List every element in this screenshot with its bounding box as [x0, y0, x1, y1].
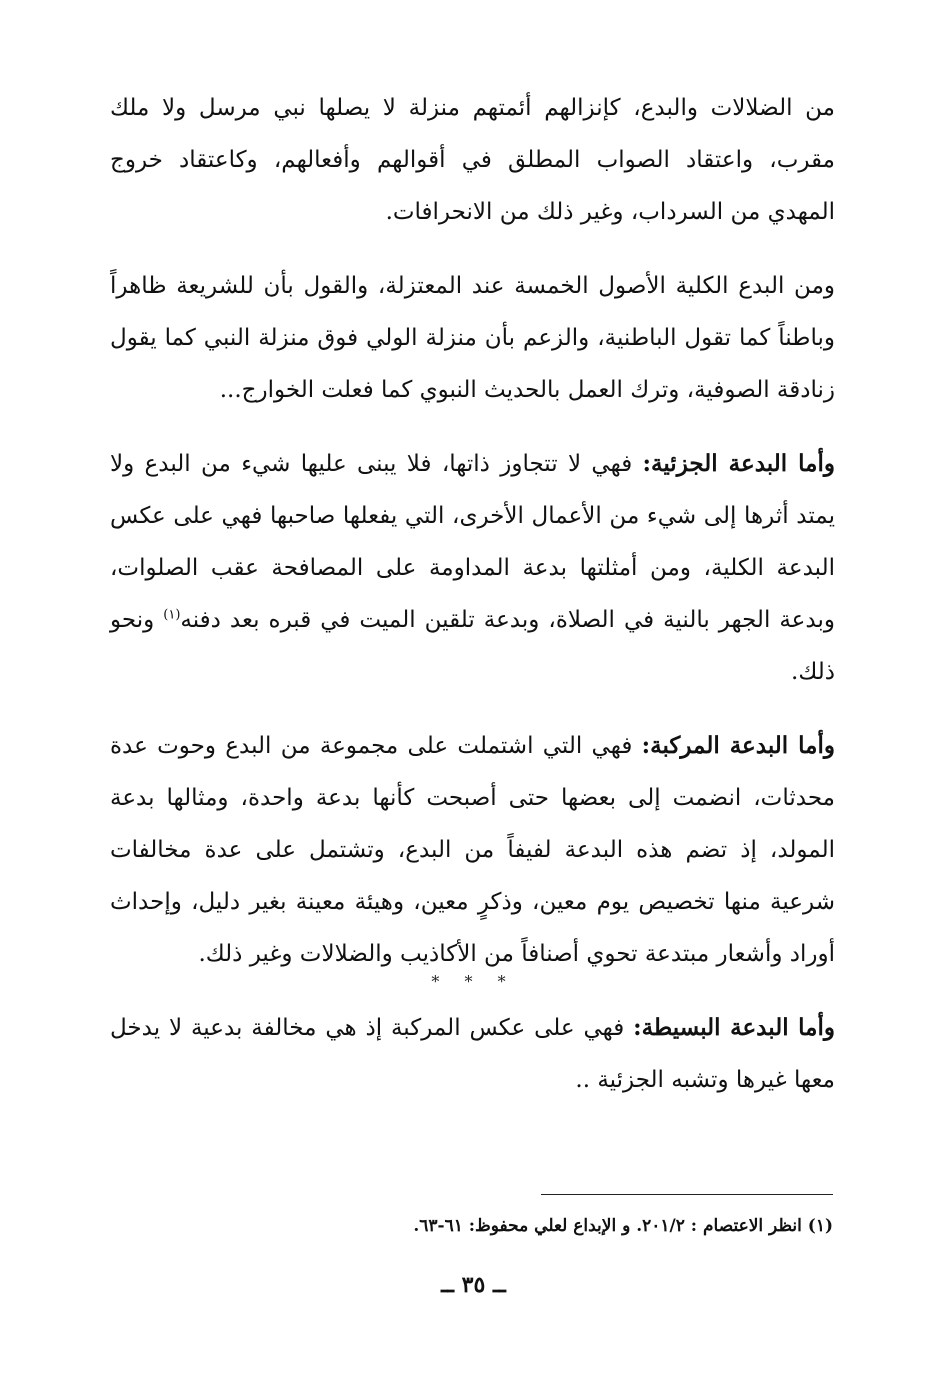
paragraph-3-tail: ونحو ذلك. [110, 607, 835, 685]
paragraph-5-heading: وأما البدعة البسيطة: [633, 1014, 835, 1041]
paragraph-2-text: ومن البدع الكلية الأصول الخمسة عند المعتزلة، والقول بأن للشريعة ظاهراً وباطناً كما تقول الباطنية، والزعم بأن منزلة الولي فوق منزلة النبي كما يقول زنادقة الصوفية، وترك العمل بالحديث النبوي كما فعلت الخوارج... [110, 273, 835, 403]
paragraph-1 [110, 82, 835, 238]
paragraph-4-heading: وأما البدعة المركبة: [641, 732, 835, 759]
paragraph-3-heading: وأما البدعة الجزئية: [642, 450, 835, 477]
paragraph-4 [110, 720, 835, 980]
footnote-divider [541, 1194, 833, 1195]
paragraph-4-text: فهي التي اشتملت على مجموعة من البدع وحوت عدة محدثات، انضمت إلى بعضها حتى أصبحت كأنها بدعة واحدة، ومثالها بدعة المولد، إذ تضم هذه البدعة لفيفاً من البدع، وتشتمل على عدة مخالفات شرعية منها تخصيص يوم معين، وذكرٍ معين، وهيئة معينة بغير دليل، وإحداث أوراد وأشعار مبتدعة تحوي أصنافاً من الأكاذيب والضلالات وغير ذلك. [110, 733, 835, 967]
footnote-reference-mark: (١) [163, 607, 181, 623]
section-separator: * * * [431, 972, 516, 991]
paragraph-3-text: فهي لا تتجاوز ذاتها، فلا يبنى عليها شيء من البدع ولا يمتد أثرها إلى شيء من الأعمال الأخرى، التي يفعلها صاحبها فهي على عكس البدعة الكلية، ومن أمثلتها بدعة المداومة على المصافحة عقب الصلوات، وبدعة الجهر بالنية في الصلاة، وبدعة تلقين الميت في قبره بعد دفنه [110, 451, 835, 633]
paragraph-1-text: من الضلالات والبدع، كإنزالهم أئمتهم منزلة لا يصلها نبي مرسل ولا ملك مقرب، واعتقاد الصواب المطلق في أقوالهم وأفعالهم، وكاعتقاد خروج المهدي من السرداب، وغير ذلك من الانحرافات. [110, 95, 835, 225]
paragraph-5-text: فهي على عكس المركبة إذ هي مخالفة بدعية لا يدخل معها غيرها وتشبه الجزئية .. [110, 1015, 835, 1093]
paragraph-2 [110, 260, 835, 416]
paragraph-5 [110, 1002, 835, 1106]
paragraph-3 [110, 438, 835, 698]
footnote: (١) انظر الاعتصام : ٢٠١/٢. و الإبداع لعلي محفوظ: ٦١-٦٣. [413, 1216, 833, 1236]
page-number: ــ ٣٥ ــ [441, 1272, 506, 1298]
